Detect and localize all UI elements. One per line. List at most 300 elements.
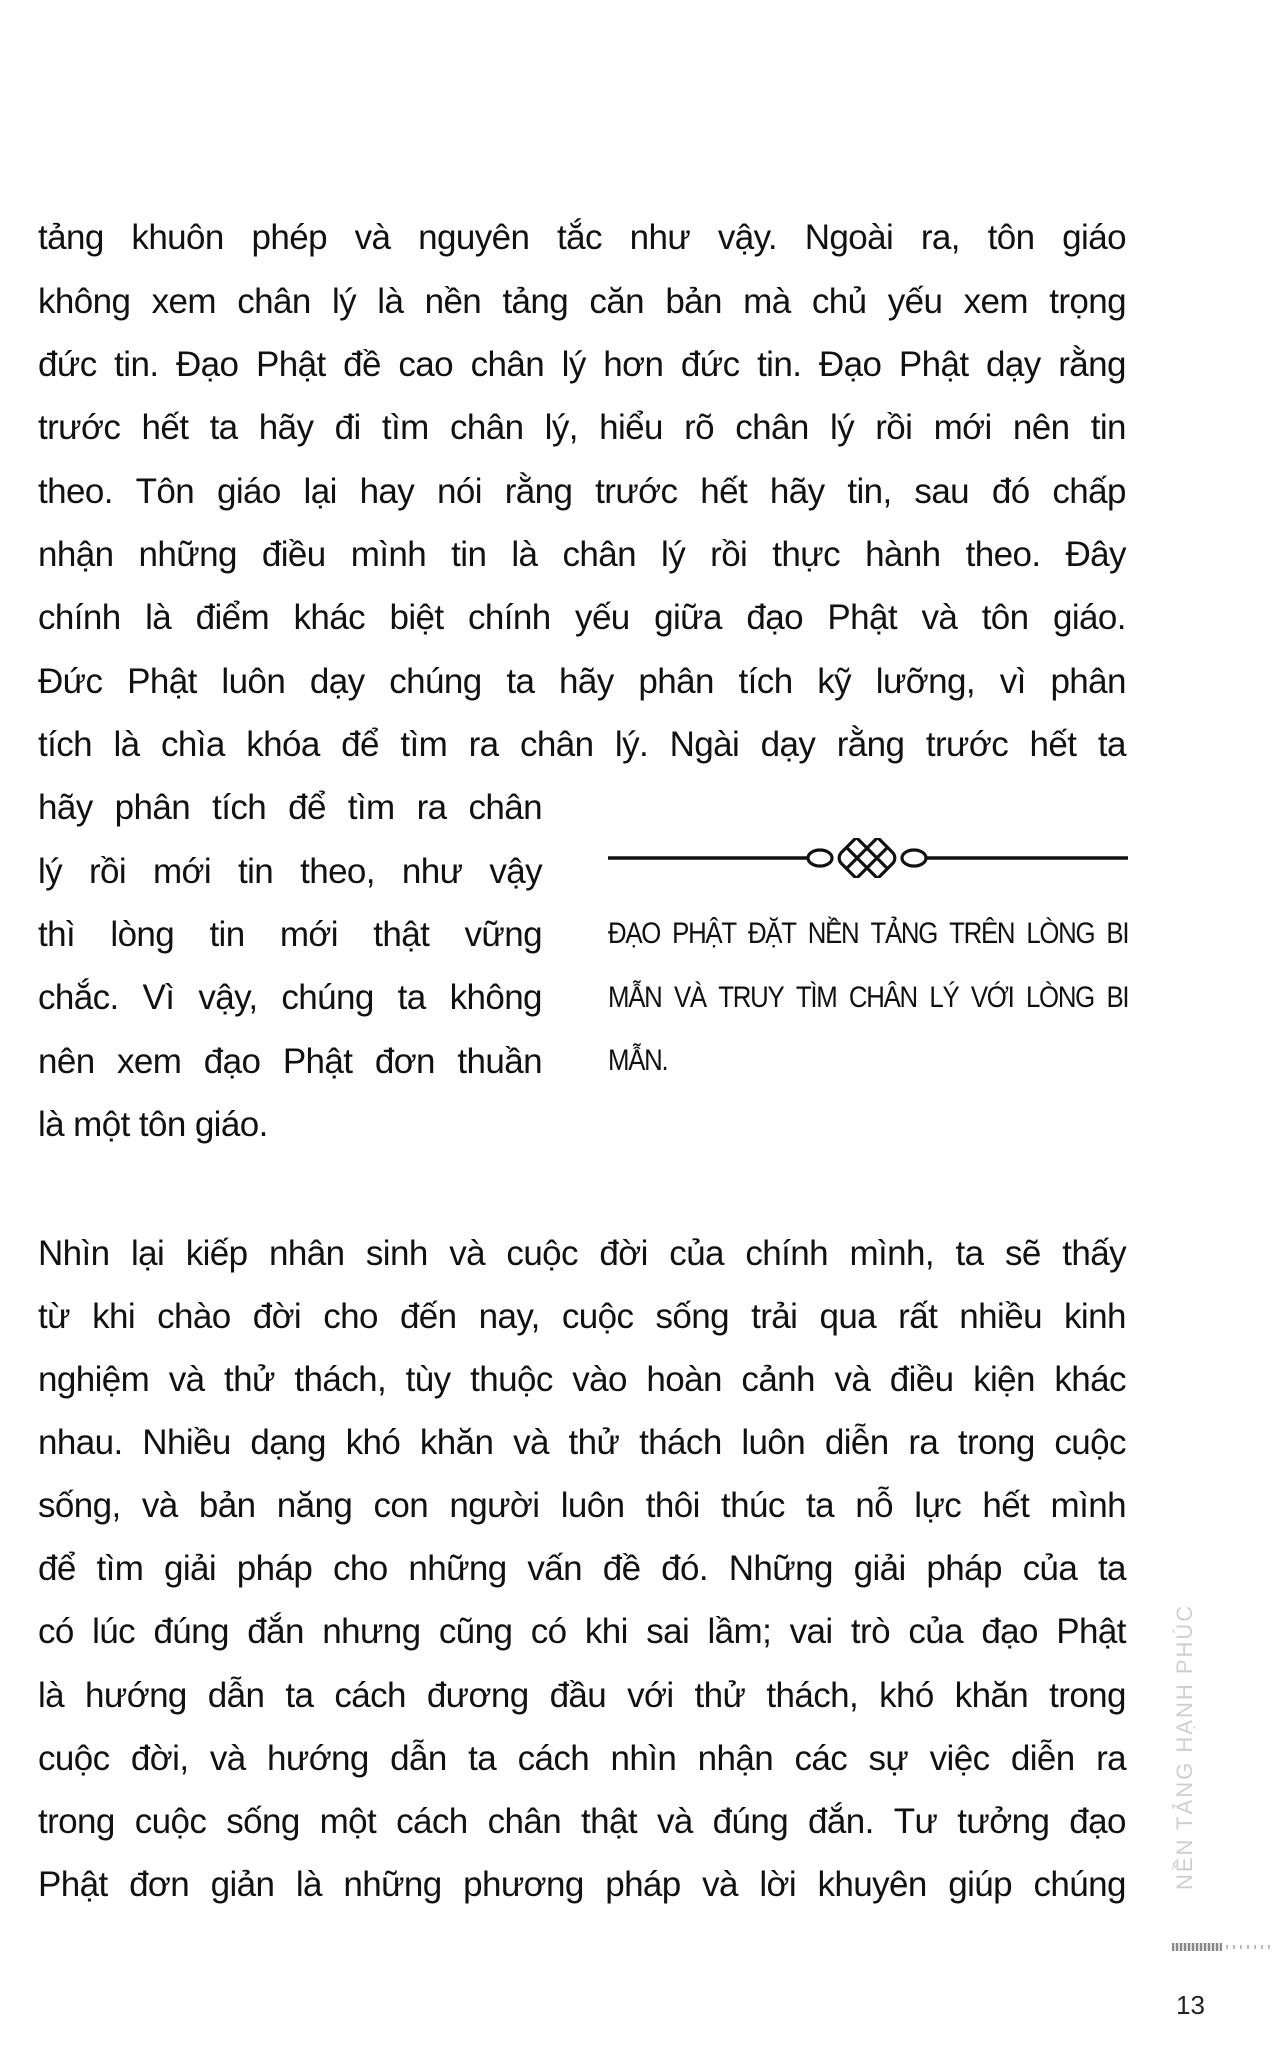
word: tắc: [557, 218, 602, 257]
word: sau: [914, 472, 970, 511]
word: hãy: [559, 662, 614, 701]
word: ta: [506, 662, 535, 701]
word: chính: [38, 598, 121, 637]
word: nên: [1012, 408, 1070, 447]
word: VÀ: [673, 981, 706, 1014]
word: và: [921, 598, 958, 637]
word: giáo: [1062, 218, 1126, 257]
word: mới: [279, 915, 338, 954]
word: rằng: [1058, 345, 1126, 384]
word: và: [354, 218, 391, 257]
word: tin.: [114, 345, 159, 384]
word: nên: [38, 1042, 95, 1081]
word: ta: [397, 978, 426, 1017]
word: lòng: [110, 915, 175, 954]
word: Phật: [127, 662, 197, 701]
word: giúp: [948, 1865, 1013, 1904]
word: tôn: [987, 218, 1035, 257]
word: theo.: [38, 472, 113, 511]
word: dạy: [309, 662, 365, 701]
word: đơn: [374, 1042, 435, 1081]
word: Những: [728, 1549, 833, 1588]
word: ra: [416, 788, 447, 827]
word: phân: [1050, 662, 1126, 701]
word: chân: [487, 1802, 562, 1841]
word: theo,: [300, 852, 375, 891]
word: và: [656, 1802, 693, 1841]
word: hơn: [603, 345, 664, 384]
word: pháp: [605, 1865, 681, 1904]
word: tích: [212, 788, 267, 827]
word: nỗ: [855, 1486, 894, 1525]
text-line: [38, 1348, 1126, 1412]
word: yếu: [887, 282, 943, 321]
word: là: [295, 1865, 322, 1904]
word: đề: [602, 1549, 641, 1588]
word: NỀN: [807, 917, 859, 950]
word: lúc: [92, 1612, 136, 1651]
word: vai: [789, 1612, 833, 1651]
word: thách,: [766, 1676, 859, 1715]
footer-hatch-decoration: [1172, 1943, 1222, 1951]
word: kinh: [1064, 1297, 1126, 1336]
word: chân: [237, 282, 311, 321]
word: đạo: [981, 1612, 1038, 1651]
word: nguyên: [418, 218, 530, 257]
word: ra: [1096, 1739, 1126, 1778]
word: lại: [131, 1234, 165, 1273]
word: và: [141, 1486, 178, 1525]
word: nay,: [478, 1297, 540, 1336]
word: tin,: [847, 472, 892, 511]
word: việc: [929, 1739, 990, 1778]
word: kiếp: [185, 1234, 248, 1273]
word: mình,: [849, 1234, 935, 1273]
word: dẫn: [207, 1676, 265, 1715]
word: của: [669, 1234, 724, 1273]
word: khuôn: [131, 218, 224, 257]
word: tảng: [38, 218, 104, 257]
word: TẢNG: [870, 917, 938, 950]
word: mình: [1050, 1486, 1126, 1525]
text-line: [38, 586, 1126, 650]
word: lưỡng,: [875, 662, 975, 701]
word: không: [38, 282, 131, 321]
text-line: [38, 1790, 1126, 1854]
word: Nhìn: [38, 1234, 110, 1273]
word: trong: [38, 1802, 115, 1841]
word: hết: [700, 472, 748, 511]
word: kỹ: [817, 662, 852, 701]
word: vào: [572, 1360, 627, 1399]
page-number: 13: [1176, 1990, 1205, 2020]
word: thử: [694, 1676, 746, 1715]
word: ta: [806, 1486, 835, 1525]
word: những: [138, 535, 237, 574]
word: nhân: [268, 1234, 345, 1273]
word: chân: [449, 408, 524, 447]
word: tùy: [405, 1360, 451, 1399]
word: thật: [373, 915, 430, 954]
word: thực: [772, 535, 841, 574]
word: Đạo: [176, 345, 239, 384]
text-line: [38, 966, 542, 1030]
word: khi: [92, 1297, 136, 1336]
word: Phật: [1056, 1612, 1126, 1651]
word: nhau.: [38, 1423, 123, 1462]
word: chủ: [811, 282, 867, 321]
word: và: [168, 1360, 205, 1399]
text-line: [38, 1727, 1126, 1791]
word: pháp: [926, 1549, 1002, 1588]
word: vì: [999, 662, 1026, 701]
word: tìm: [347, 788, 395, 827]
word: thôi: [645, 1486, 700, 1525]
word: tích: [38, 725, 93, 764]
text-line: [38, 1411, 1126, 1475]
word: đạo: [1069, 1802, 1126, 1841]
word: chính: [745, 1234, 829, 1273]
word: hành: [865, 535, 941, 574]
word: tìm: [96, 1549, 144, 1588]
word: thử: [568, 1423, 620, 1462]
word: xem: [117, 1042, 182, 1081]
text-line: [38, 776, 542, 840]
text-line: [38, 1474, 1126, 1538]
word: cách: [396, 1802, 468, 1841]
word: chấp: [1052, 472, 1126, 511]
word: đó: [991, 472, 1030, 511]
word: cho: [332, 1549, 388, 1588]
text-line: [38, 460, 1126, 524]
word: kiện: [973, 1360, 1035, 1399]
word: mà: [743, 282, 791, 321]
word: đúng: [153, 1612, 229, 1651]
word: để: [341, 725, 379, 764]
word: trước: [925, 725, 1009, 764]
word: Nhiều: [142, 1423, 231, 1462]
word: chúng: [1033, 1865, 1126, 1904]
word: nhưng: [322, 1612, 421, 1651]
word: tin.: [757, 345, 802, 384]
word: như: [401, 852, 463, 891]
word: con: [373, 1486, 429, 1525]
word: điều: [261, 535, 326, 574]
word: cuộc: [134, 1802, 207, 1841]
word: nền: [424, 282, 482, 321]
word: chính: [467, 598, 551, 637]
word: đắn.: [808, 1802, 874, 1841]
word: bản: [665, 282, 722, 321]
word: BI: [1106, 981, 1129, 1014]
word: trải: [751, 1297, 798, 1336]
word: trước: [38, 408, 121, 447]
word: biệt: [389, 598, 444, 637]
word: luôn: [560, 1486, 625, 1525]
word: khăn: [954, 1676, 1029, 1715]
word: sẽ: [1004, 1234, 1041, 1273]
word: xem: [963, 282, 1028, 321]
text-line: [38, 1537, 1126, 1601]
word: và: [834, 1360, 871, 1399]
word: nhiều: [959, 1297, 1042, 1336]
word: sống: [226, 1802, 300, 1841]
word: phân: [114, 788, 191, 827]
word: đời: [252, 1297, 302, 1336]
word: BI: [1106, 917, 1129, 950]
word: luôn: [221, 662, 286, 701]
word: thấy: [1062, 1234, 1126, 1273]
word: chân: [470, 345, 545, 384]
word: thúc: [721, 1486, 785, 1525]
word: đơn: [129, 1865, 190, 1904]
word: hiểu: [599, 408, 663, 447]
word: nói: [437, 472, 482, 511]
word: trước: [595, 472, 678, 511]
word: có: [530, 1612, 567, 1651]
word: mới: [153, 852, 212, 891]
text-line: [38, 1664, 1126, 1728]
word: cách: [517, 1739, 590, 1778]
word: lầm;: [707, 1612, 772, 1651]
word: Phật: [827, 598, 898, 637]
word: diễn: [824, 1423, 889, 1462]
pull-quote-line: [608, 902, 1128, 966]
word: tưởng: [957, 1802, 1050, 1841]
word: LÒNG: [1026, 981, 1094, 1014]
word: tích: [738, 662, 793, 701]
word: cuộc: [506, 1234, 578, 1273]
word: vấn: [527, 1549, 582, 1588]
word: của: [1022, 1549, 1078, 1588]
word: của: [908, 1612, 963, 1651]
text-line: [38, 713, 1126, 777]
word: CHÂN: [848, 981, 917, 1014]
word: lý: [829, 408, 855, 447]
word: chắc.: [38, 978, 119, 1017]
word: lý: [38, 852, 63, 891]
word: giáo: [216, 472, 281, 511]
text-line: [38, 270, 1126, 334]
word: dạy: [986, 345, 1041, 384]
word: cao: [398, 345, 454, 384]
word: chúng: [281, 978, 374, 1017]
word: phương: [463, 1865, 584, 1904]
word: hướng: [267, 1739, 369, 1778]
word: và: [513, 1423, 549, 1462]
word: mình: [350, 535, 427, 574]
word: vậy.: [717, 218, 778, 257]
word: năng: [276, 1486, 353, 1525]
word: ra,: [920, 218, 960, 257]
word: cảnh: [741, 1360, 815, 1399]
word: đức: [38, 345, 97, 384]
word: Đây: [1065, 535, 1126, 574]
word: đắn: [247, 1612, 304, 1651]
word: hết: [982, 1486, 1030, 1525]
word: rất: [898, 1297, 938, 1336]
word: yếu: [575, 598, 630, 637]
word: pháp: [236, 1549, 313, 1588]
word: khác: [293, 598, 366, 637]
word: hướng: [85, 1676, 187, 1715]
word: và: [449, 1234, 485, 1273]
word: khăn: [419, 1423, 494, 1462]
word: Ngoài: [804, 218, 894, 257]
word: trong: [1049, 1676, 1126, 1715]
word: cuộc: [38, 1739, 110, 1778]
text-line: [38, 1030, 542, 1094]
word: vậy,: [198, 978, 258, 1017]
word: lời: [759, 1865, 797, 1904]
word: dạy: [760, 725, 816, 764]
word: cho: [323, 1297, 378, 1336]
word: lý,: [544, 408, 578, 447]
word: LÝ: [929, 981, 959, 1014]
word: khóa: [246, 725, 320, 764]
word: đề: [343, 345, 381, 384]
word: để: [288, 788, 326, 827]
word: thì: [38, 915, 76, 954]
word: trọng: [1049, 282, 1126, 321]
word: cách: [334, 1676, 406, 1715]
word: lại: [303, 472, 337, 511]
word: hết: [141, 408, 189, 447]
word: ta: [285, 1676, 314, 1715]
word: ta: [468, 1739, 497, 1778]
word: là: [377, 282, 404, 321]
word: đi: [334, 408, 361, 447]
word: tìm: [400, 725, 448, 764]
word: không: [449, 978, 542, 1017]
word: là: [145, 598, 172, 637]
word: phép: [251, 218, 327, 257]
text-line: [38, 396, 1126, 460]
word: Ngài: [669, 725, 740, 764]
word: rồi: [875, 408, 913, 447]
word: vững: [464, 915, 542, 954]
word: ĐẠO: [608, 917, 661, 950]
word: sự: [868, 1739, 909, 1778]
word: MẪN: [608, 981, 662, 1014]
word: luôn: [741, 1423, 806, 1462]
word: một: [319, 1802, 377, 1841]
word: thử: [224, 1360, 275, 1399]
word: cũng: [438, 1612, 513, 1651]
word: đức: [680, 345, 740, 384]
word: giải: [163, 1549, 217, 1588]
word: đúng: [712, 1802, 789, 1841]
word: ta: [1097, 725, 1126, 764]
word: TRÊN: [949, 917, 1015, 950]
word: cuộc: [1054, 1423, 1126, 1462]
word: lực: [914, 1486, 962, 1525]
word: khó: [345, 1423, 401, 1462]
word: các: [794, 1739, 848, 1778]
word: khuyên: [817, 1865, 927, 1904]
word: từ: [38, 1297, 70, 1336]
text-line: [38, 333, 1126, 397]
text-line: [38, 1222, 1126, 1286]
word: ĐẶT: [747, 917, 796, 950]
word: để: [38, 1549, 76, 1588]
word: những: [343, 1865, 442, 1904]
word: TRUY: [718, 981, 784, 1014]
word: nhận: [697, 1739, 774, 1778]
text-line: [38, 650, 1126, 714]
word: có: [38, 1612, 74, 1651]
word: đầu: [549, 1676, 607, 1715]
word: giải: [853, 1549, 906, 1588]
word: sai: [646, 1612, 690, 1651]
word: Phật: [282, 1042, 353, 1081]
word: nhận: [38, 535, 114, 574]
word: rồi: [710, 535, 748, 574]
word: rằng: [504, 472, 573, 511]
word: PHẬT: [672, 917, 736, 950]
word: giữa: [654, 598, 722, 637]
word: xem: [151, 282, 216, 321]
word: thách: [639, 1423, 722, 1462]
word: ta: [209, 408, 238, 447]
word: chìa: [160, 725, 225, 764]
word: bản: [198, 1486, 256, 1525]
word: vậy: [489, 852, 542, 891]
word: tin: [1090, 408, 1126, 447]
word: rồi: [88, 852, 127, 891]
word: chân: [562, 535, 636, 574]
word: khó: [879, 1676, 934, 1715]
word: ra: [908, 1423, 939, 1462]
word: tin: [238, 852, 274, 891]
word: Phật: [255, 345, 326, 384]
word: Vì: [142, 978, 175, 1017]
word: lý: [661, 535, 686, 574]
word: đạo: [203, 1042, 261, 1081]
word: hay: [359, 472, 415, 511]
word: thuần: [457, 1042, 542, 1081]
word: Tư: [893, 1802, 938, 1841]
word: Đạo: [818, 345, 882, 384]
word: tin: [209, 915, 245, 954]
word: lý: [331, 282, 357, 321]
word: trò: [850, 1612, 890, 1651]
running-head: NỀN TẢNG HẠNH PHÚC: [1172, 1603, 1197, 1890]
word: sinh: [365, 1234, 428, 1273]
word: đạo: [746, 598, 803, 637]
word: hãy: [769, 472, 825, 511]
text-line: [38, 1853, 1126, 1917]
word: rõ: [684, 408, 714, 447]
word: là: [38, 1676, 65, 1715]
word: TÌM: [795, 981, 837, 1014]
text-line: [38, 903, 542, 967]
word: thách,: [294, 1360, 387, 1399]
word: dạng: [250, 1423, 326, 1462]
endless-knot-icon: [608, 838, 1128, 878]
word: người: [449, 1486, 540, 1525]
word: khác: [1054, 1360, 1126, 1399]
word: chân: [735, 408, 809, 447]
word: căn: [589, 282, 645, 321]
pull-quote-line: [608, 966, 1128, 1030]
word: và: [702, 1865, 738, 1904]
text-line: là một tôn giáo.: [38, 1105, 268, 1144]
word: theo.: [965, 535, 1041, 574]
word: ta: [955, 1234, 984, 1273]
word: sống: [655, 1297, 730, 1336]
word: hãy: [258, 408, 314, 447]
